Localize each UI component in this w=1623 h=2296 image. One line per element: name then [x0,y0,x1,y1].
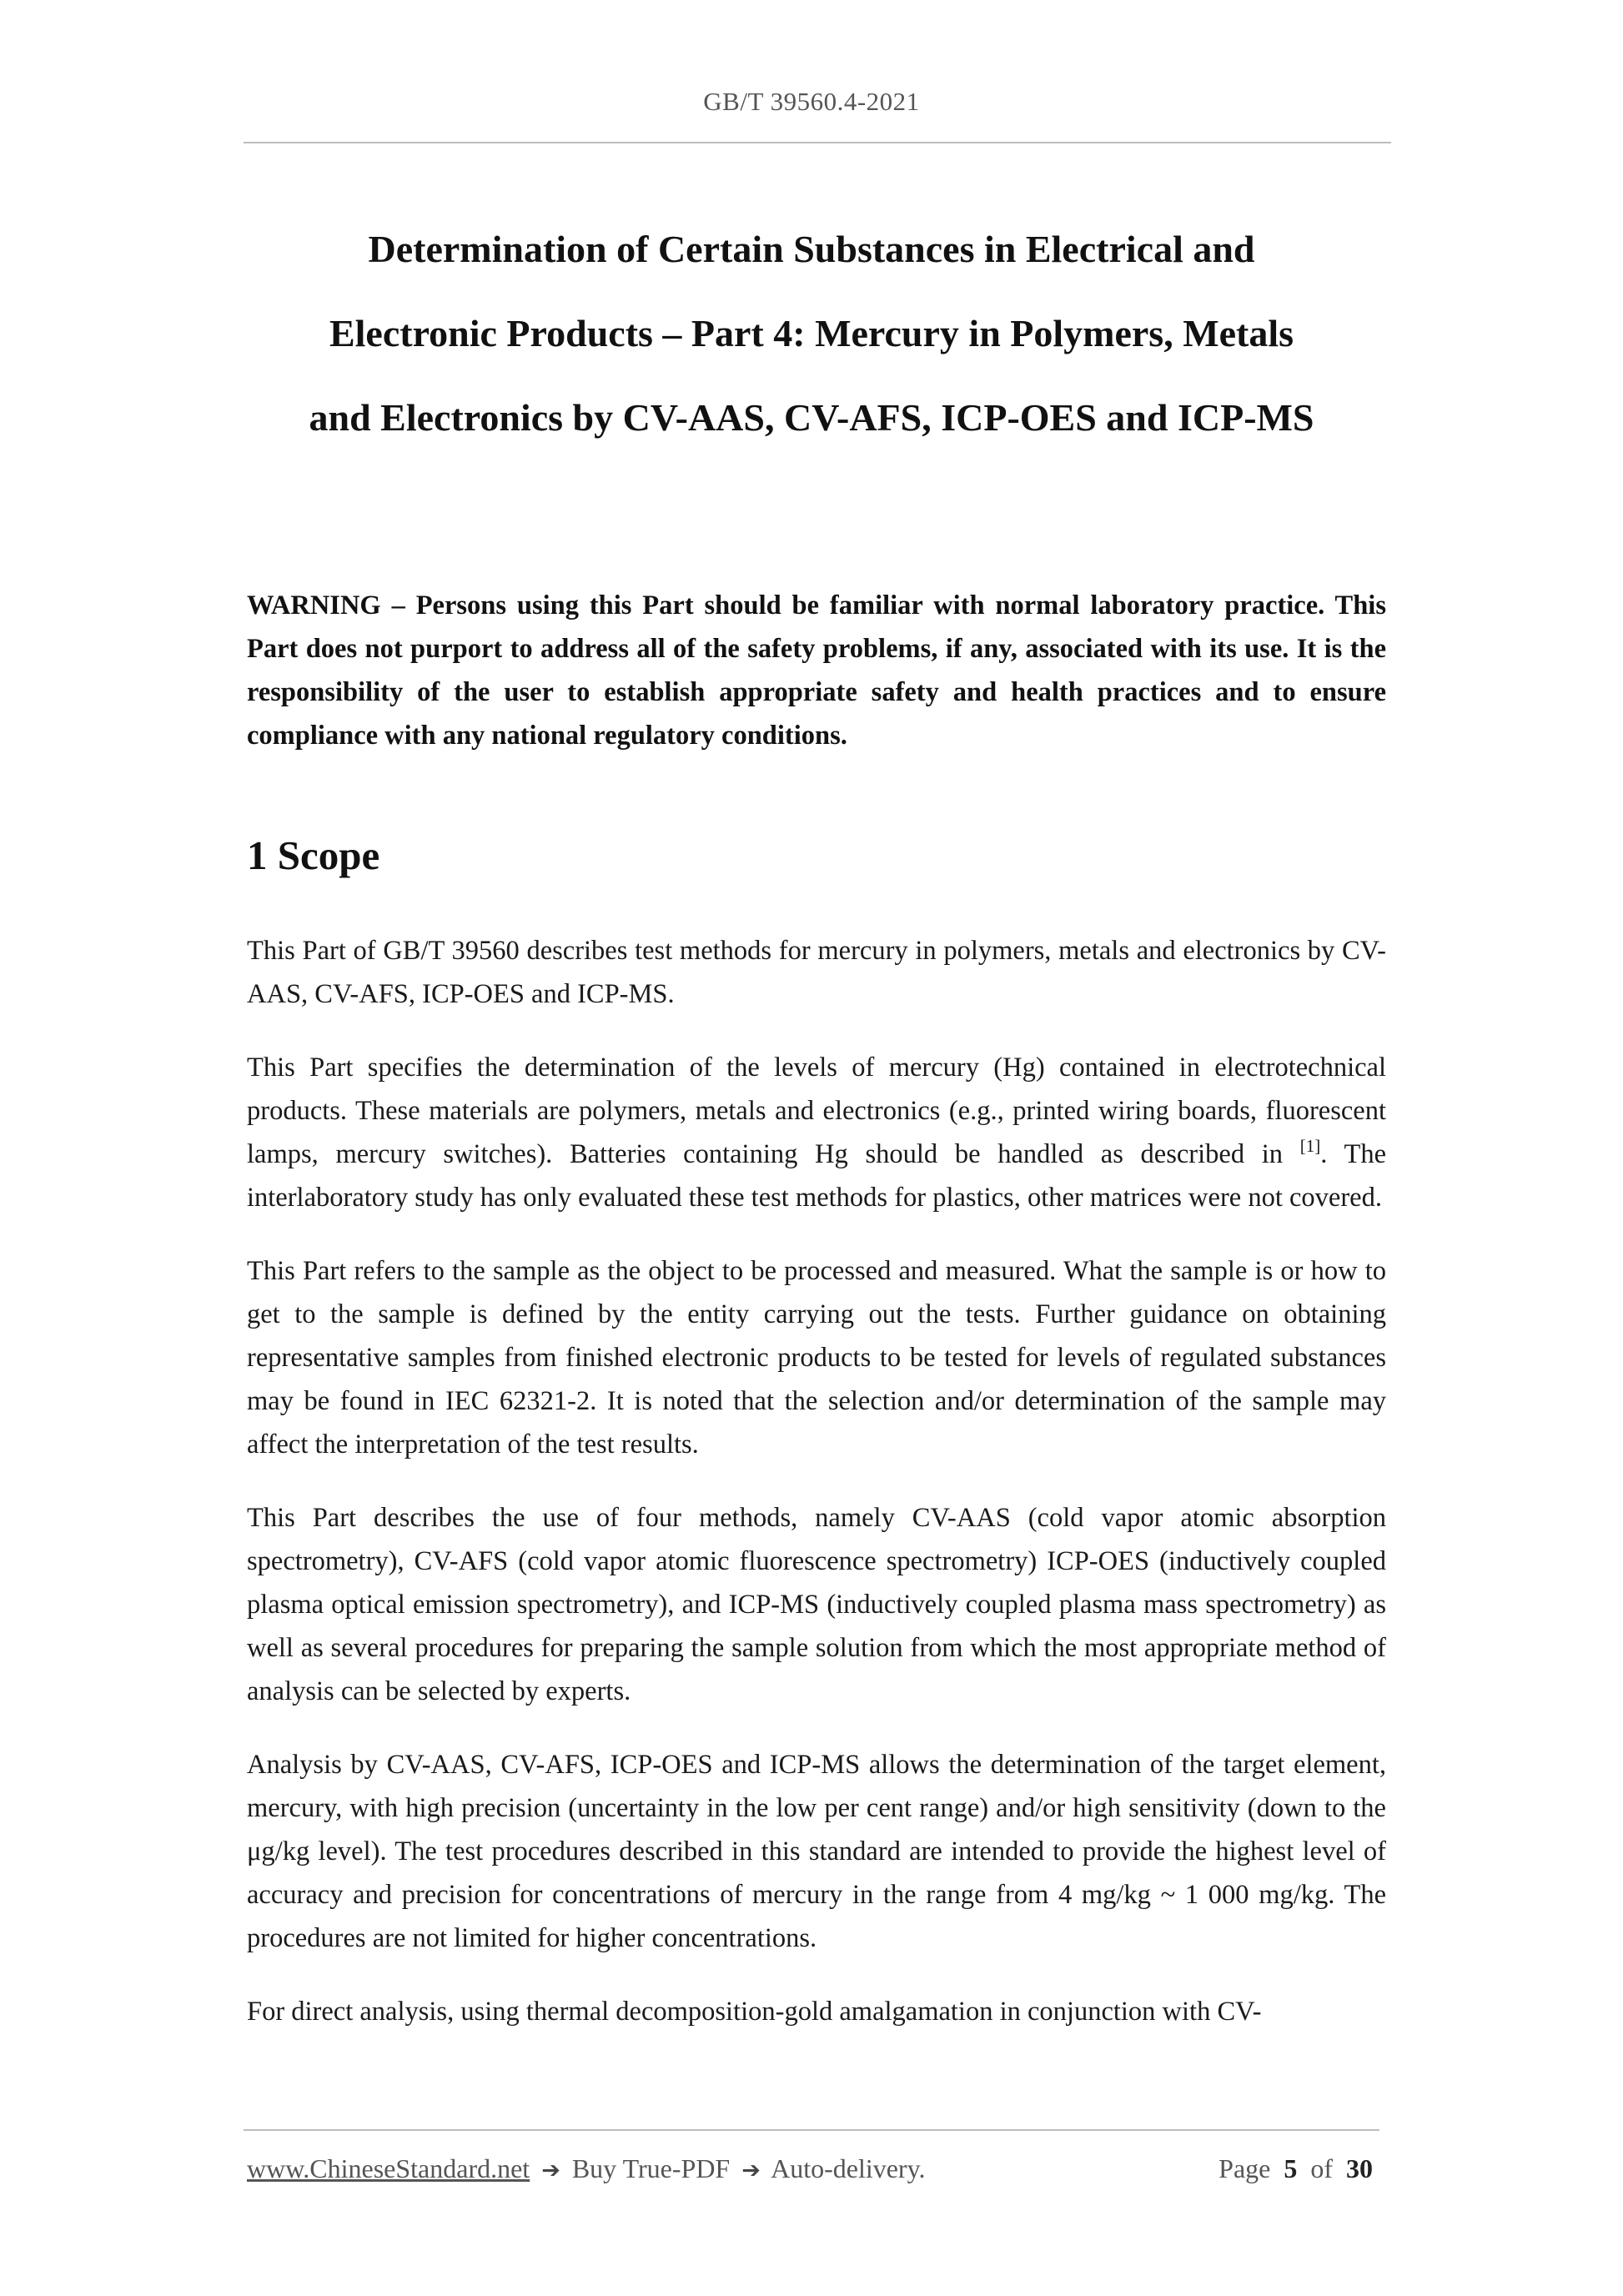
header-divider [244,142,1391,143]
footer-divider [244,2129,1379,2131]
page-indicator [1219,2153,1379,2184]
page-footer [247,2153,1379,2184]
scope-paragraph-1: This Part of GB/T 39560 describes test methods for mercury in polymers, metals and electronics by CV-AAS, CV-AFS, ICP-OES and ICP-MS. [247,936,1386,1009]
title-line-3: and Electronics by CV-AAS, CV-AFS, ICP-OES and ICP-MS [309,396,1314,439]
arrow-right-icon: ➔ [541,2158,560,2183]
page-of-label: of [1310,2153,1333,2183]
scope-paragraph-4: This Part describes the use of four methods, namely CV-AAS (cold vapor atomic absorption spectrometry), CV-AFS (cold vapor atomic fluorescence spectrometry) ICP-OES (inductively coupled plasma optical emission spectrometry), and ICP-MS (inductively coupled plasma mass spectrometry) as well as several procedures for preparing the sample solution from which the most appropriate method of analysis can be selected by experts. [247,1503,1386,1706]
scope-paragraph-2-text-b: . The interlaboratory study has only evaluated these test methods for plastics, other matrices were not covered. [247,1139,1386,1213]
page-current: 5 [1284,2153,1298,2183]
site-link[interactable]: www.ChineseStandard.net [247,2153,530,2183]
scope-paragraph-6: For direct analysis, using thermal decomposition-gold amalgamation in conjunction with CV- [247,1997,1262,2027]
document-body [247,584,1386,2063]
scope-paragraph-2-text-a: This Part specifies the determination of the levels of mercury (Hg) contained in electrotechnical products. These materials are polymers, metals and electronics (e.g., printed wiring boards, fluorescent lamps, mercury switches). Batteries containing Hg should be handled as described in [247,1053,1386,1169]
buy-true-pdf-text: Buy True-PDF [571,2153,731,2183]
document-title [183,207,1440,460]
footer-left [247,2153,926,2184]
arrow-right-icon: ➔ [741,2158,761,2183]
page-label: Page [1219,2153,1271,2183]
title-line-1: Determination of Certain Substances in Electrical and [368,228,1255,270]
auto-delivery-text: Auto-delivery. [771,2153,926,2183]
scope-paragraph-2 [247,1046,1386,1219]
warning-notice: WARNING – Persons using this Part should be familiar with normal laboratory practice. This Part does not purport to address all of the safety problems, if any, associated with its use. It is the responsibility of the user to establish appropriate safety and health practices and to ensure compliance with any national regulatory conditions. [247,590,1386,751]
page-total: 30 [1346,2153,1373,2183]
document-header-code: GB/T 39560.4-2021 [703,87,920,116]
section-heading-scope: 1 Scope [247,832,380,878]
reference-citation: [1] [1299,1136,1321,1156]
title-line-2: Electronic Products – Part 4: Mercury in Polymers, Metals [329,312,1294,354]
scope-paragraph-5: Analysis by CV-AAS, CV-AFS, ICP-OES and ICP-MS allows the determination of the target element, mercury, with high precision (uncertainty in the low per cent range) and/or high sensitivity (down to the μg/kg level). The test procedures described in this standard are intended to provide the highest level of accuracy and precision for concentrations of mercury in the range from 4 mg/kg ~ 1 000 mg/kg. The procedures are not limited for higher concentrations. [247,1750,1386,1953]
scope-paragraph-3: This Part refers to the sample as the object to be processed and measured. What the sample is or how to get to the sample is defined by the entity carrying out the tests. Further guidance on obtaining representative samples from finished electronic products to be tested for levels of regulated substances may be found in IEC 62321-2. It is noted that the selection and/or determination of the sample may affect the interpretation of the test results. [247,1256,1386,1459]
